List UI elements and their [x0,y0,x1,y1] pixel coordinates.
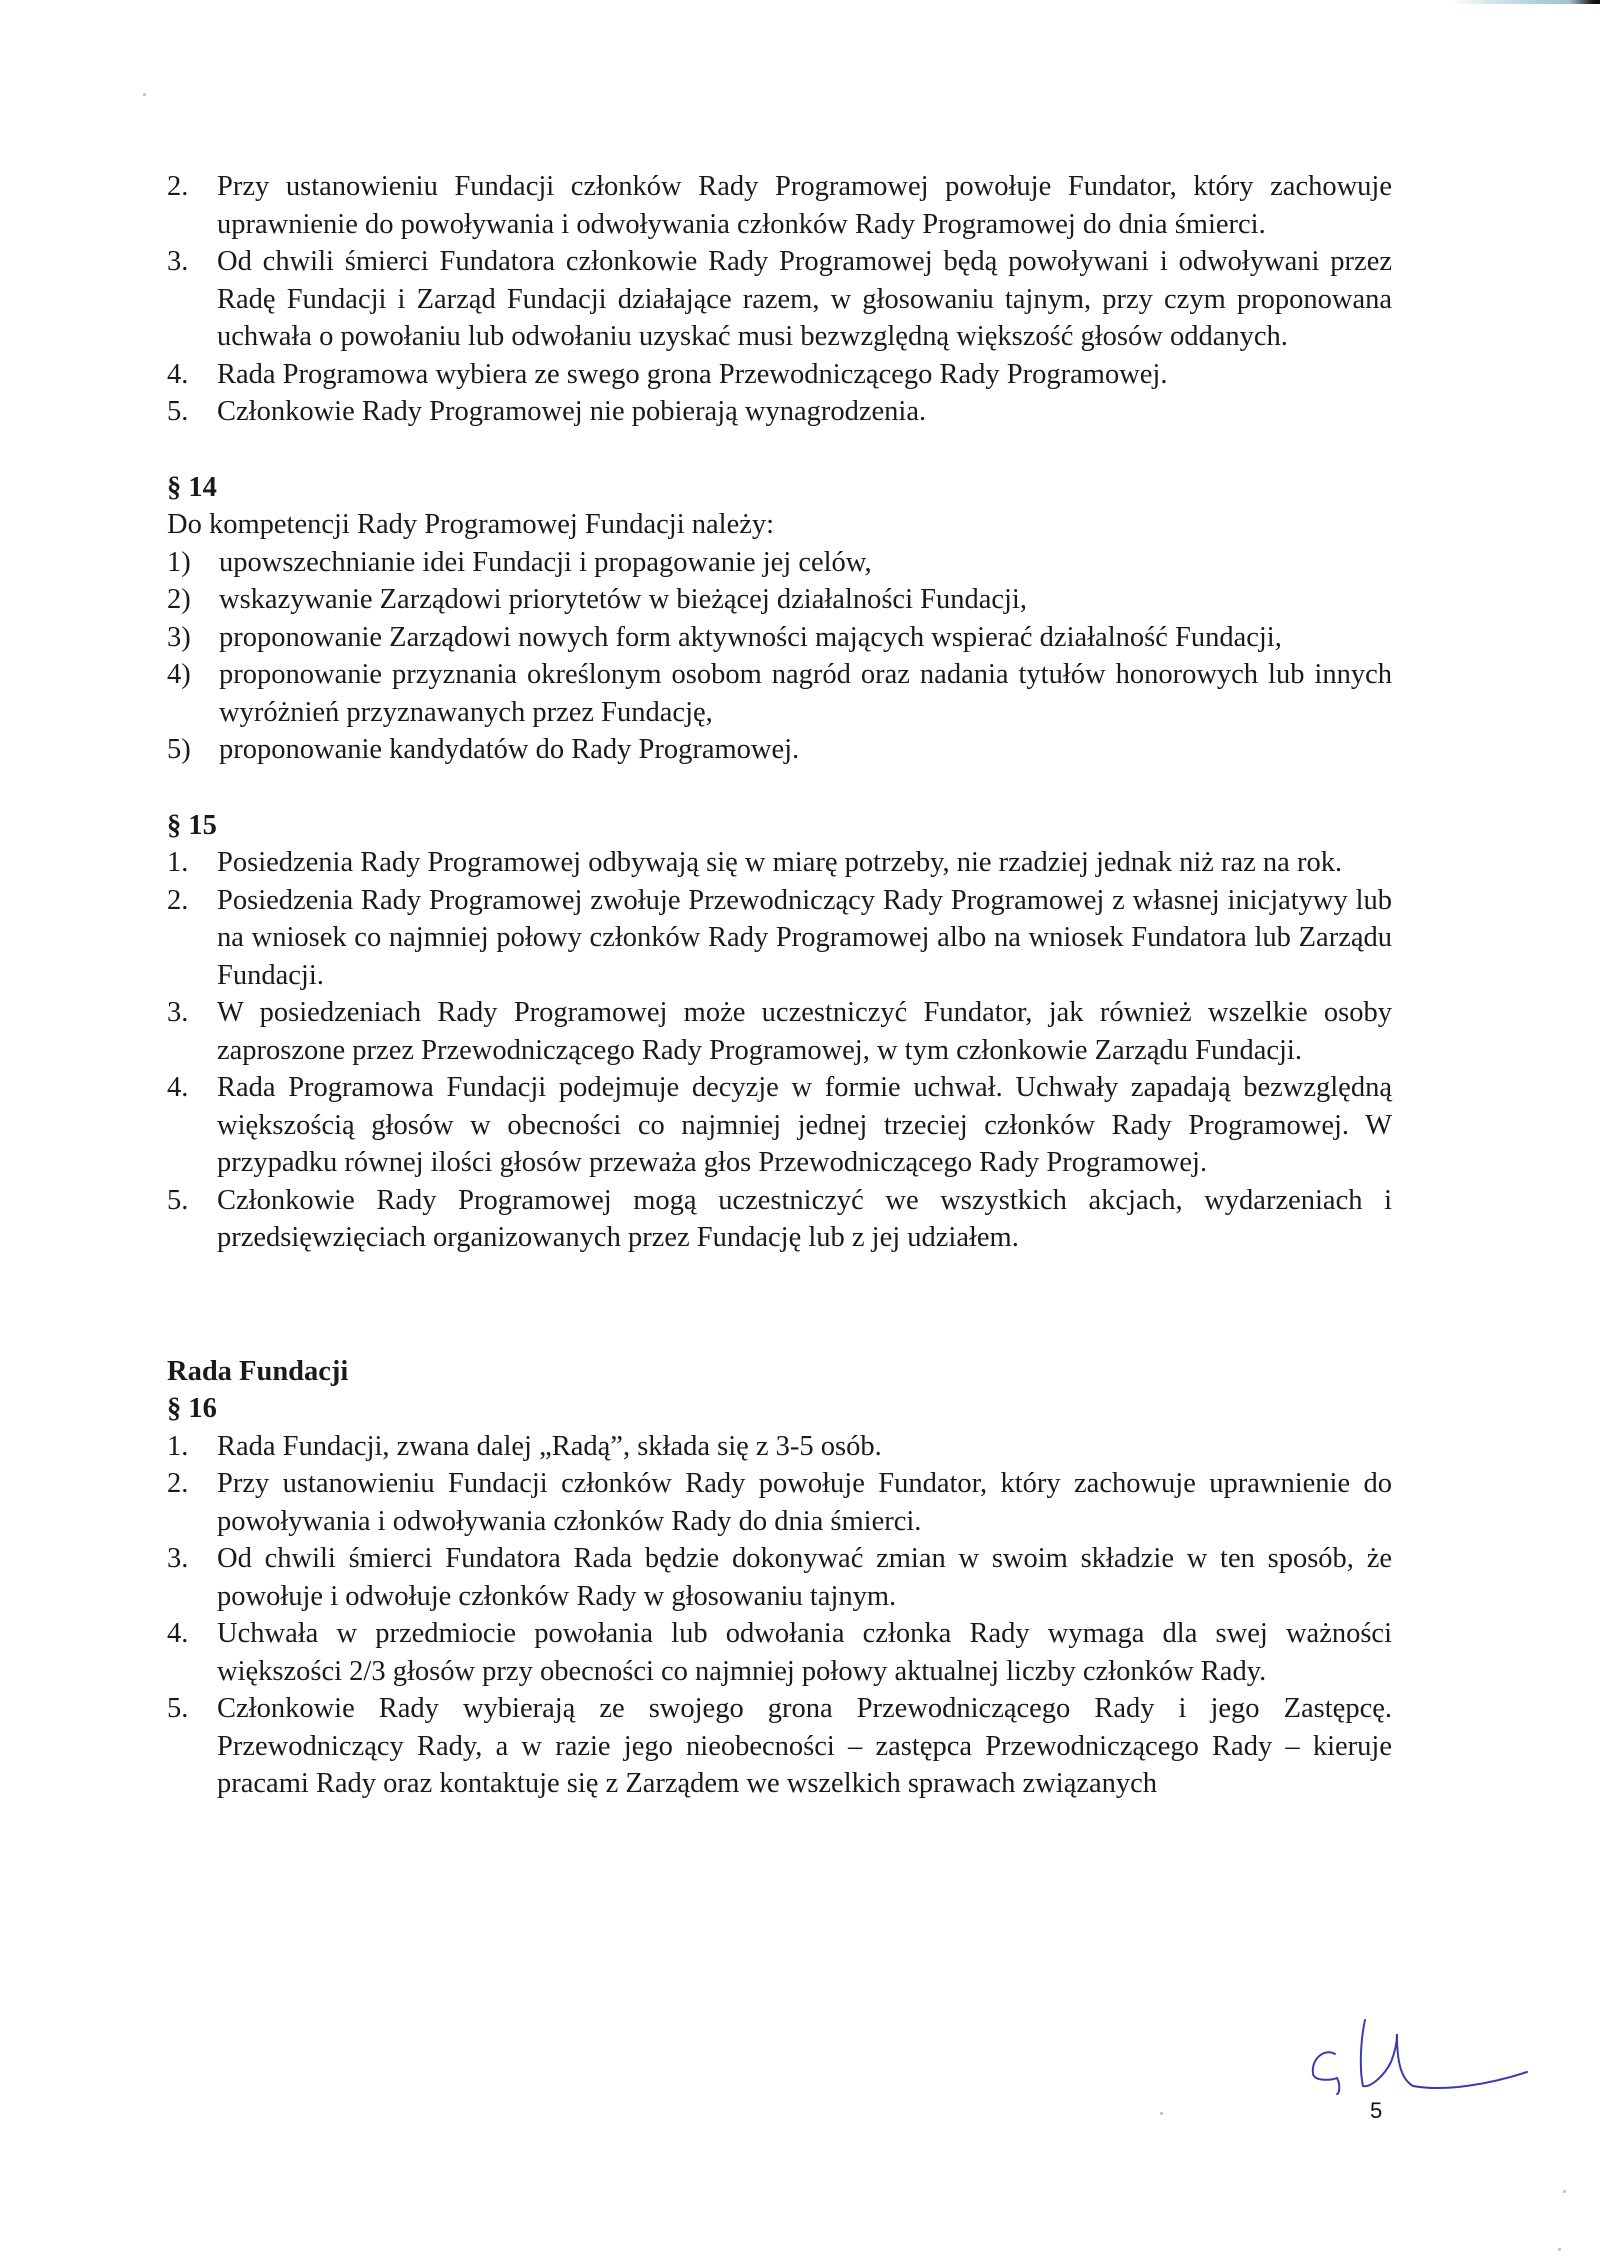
list-item: 5. Członkowie Rady wybierają ze swojego grona Przewodniczącego Rady i jego Zastępcę. Przewodniczący Rady, a w razie jego nieobecności – zastępca Przewodniczącego Rady – kieruje pracami Rady oraz kontaktuje się z Zarządem we wszelkich sprawach związanych [167,1693,1392,1799]
list-item: 1. Rada Fundacji, zwana dalej „Radą”, składa się z 3-5 osób. [167,1430,882,1462]
scan-edge-artifact [1450,0,1600,4]
section-16-mark: § 16 [167,1393,217,1424]
list-item: 5. Członkowie Rady Programowej nie pobierają wynagrodzenia. [167,396,927,427]
list-item: 1) upowszechnianie idei Fundacji i propagowanie jej celów, [167,546,872,578]
section-14-list [167,544,1392,769]
list-item: 1. Posiedzenia Rady Programowej odbywają się w miarę potrzeby, nie rzadziej jednak niż raz na rok. [167,847,1343,878]
handwritten-signature-icon [1305,2008,1535,2098]
scan-speck [1558,2248,1561,2251]
page-number: 5 [1370,2098,1383,2123]
list-item: 5. Członkowie Rady Programowej mogą uczestniczyć we wszystkich akcjach, wydarzeniach i przedsięwzięciach organizowanych przez Fundację lub z jej udziałem. [167,1184,1392,1253]
list-item: 3. Od chwili śmierci Fundatora Rada będzie dokonywać zmian w swoim składzie w ten sposób, że powołuje i odwołuje członków Rady w głosowaniu tajnym. [167,1543,1392,1612]
list-item: 2. Przy ustanowieniu Fundacji członków Rady powołuje Fundator, który zachowuje uprawnienie do powoływania i odwoływania członków Rady do dnia śmierci. [167,1468,1392,1537]
rada-fundacji-heading: Rada Fundacji [167,1355,349,1387]
list-item: 4. Rada Programowa Fundacji podejmuje decyzje w formie uchwał. Uchwały zapadają bezwzględną większością głosów w obecności co najmniej jednej trzeciej członków Rady Programowej. W przypadku równej ilości głosów przeważa głos Przewodniczącego Rady Programowej. [167,1072,1392,1178]
list-item: 2) wskazywanie Zarządowi priorytetów w bieżącej działalności Fundacji, [167,584,1027,615]
section-14-intro: Do kompetencji Rady Programowej Fundacji należy: [167,509,775,540]
scan-speck [1563,2190,1566,2193]
list-item: 4. Uchwała w przedmiocie powołania lub odwołania członka Rady wymaga dla swej ważności większości 2/3 głosów przy obecności co najmniej połowy aktualnej liczby członków Rady. [167,1618,1392,1687]
list-item: 4) proponowanie przyznania określonym osobom nagród oraz nadania tytułów honorowych lub innych wyróżnień przyznawanych przez Fundację, [167,659,1392,728]
list-item: 2. Posiedzenia Rady Programowej zwołuje Przewodniczący Rady Programowej z własnej inicjatywy lub na wniosek co najmniej połowy członków Rady Programowej albo na wniosek Fundatora lub Zarządu Fundacji. [167,884,1392,991]
list-item: 5) proponowanie kandydatów do Rady Programowej. [167,734,800,765]
document-page [167,168,1392,1803]
list-item: 3. W posiedzeniach Rady Programowej może uczestniczyć Fundator, jak również wszelkie osoby zaproszone przez Przewodniczącego Rady Programowej, w tym członkowie Zarządu Fundacji. [167,997,1392,1066]
section-15-list [167,844,1392,1257]
list-item: 3. Od chwili śmierci Fundatora członkowie Rady Programowej będą powoływani i odwoływani przez Radę Fundacji i Zarząd Fundacji działające razem, w głosowaniu tajnym, przy czym proponowana uchwała o powołaniu lub odwołaniu uzyskać musi bezwzględną większość głosów oddanych. [167,246,1392,352]
list-item: 3) proponowanie Zarządowi nowych form aktywności mających wspierać działalność Fundacji, [167,621,1282,653]
section-13-continued-list [167,168,1392,431]
section-14-mark: § 14 [167,471,217,503]
list-item: 4. Rada Programowa wybiera ze swego grona Przewodniczącego Rady Programowej. [167,358,1168,390]
list-item: 2. Przy ustanowieniu Fundacji członków Rady Programowej powołuje Fundator, który zachowuje uprawnienie do powoływania i odwoływania członków Rady Programowej do dnia śmierci. [167,171,1392,240]
section-16-list [167,1428,1392,1803]
section-15-mark: § 15 [167,809,217,841]
scan-speck [143,93,146,96]
scan-speck [1160,2112,1163,2115]
